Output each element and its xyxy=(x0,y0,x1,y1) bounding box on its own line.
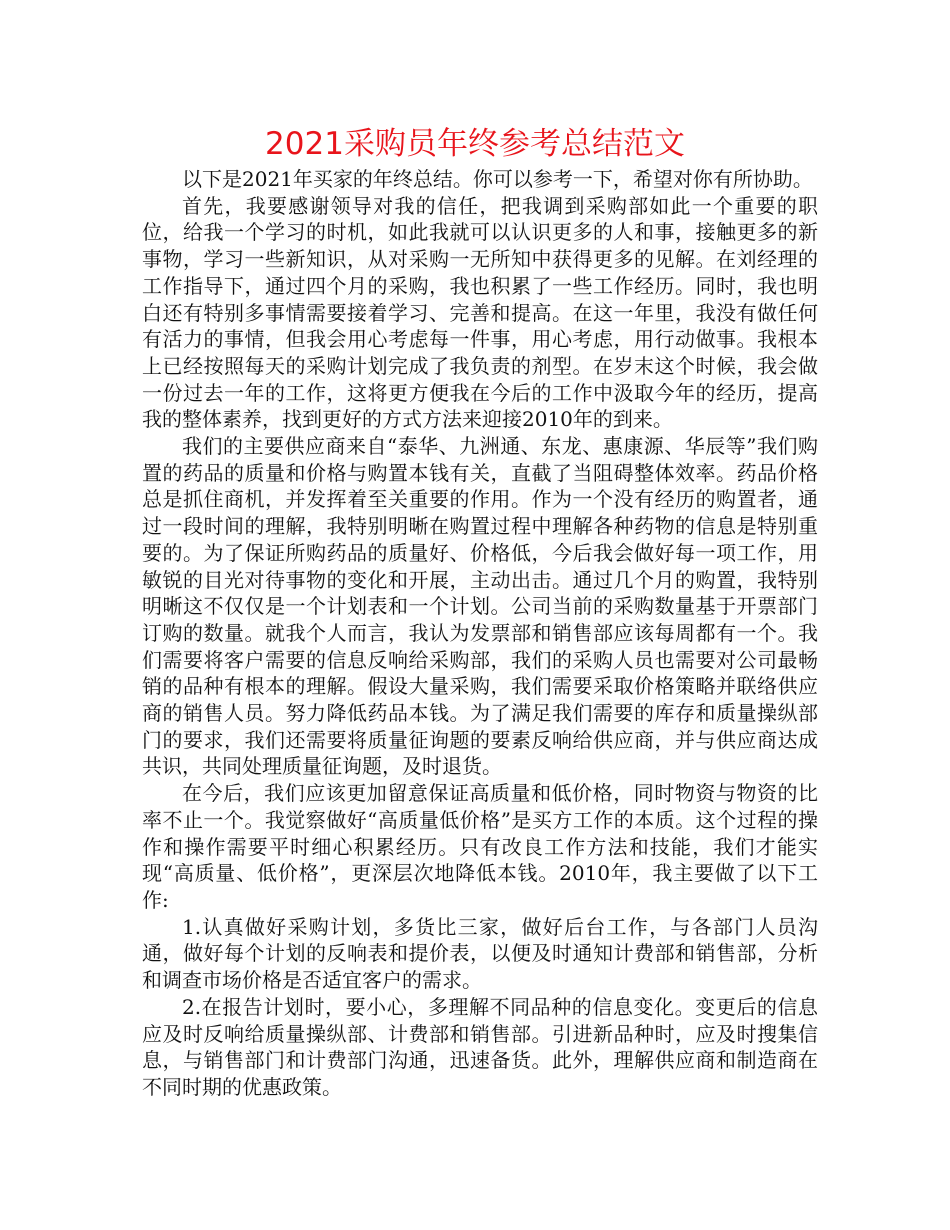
paragraph-intro: 以下是2021年买家的年终总结。你可以参考一下，希望对你有所协助。 xyxy=(182,167,813,191)
paragraph-suppliers: 我们的主要供应商来自“泰华、九洲通、东龙、惠康源、华辰等”我们购置的药品的质量和价格与购置本钱有关，直截了当阻碍整体效率。药品价格总是抓住商机，并发挥着至关重要的作用。作为一个没有经历的购置者，通过一段时间的理解，我特别明晰在购置过程中理解各种药物的信息是特别重要的。为了保证所购药品的质量好、价格低，今后我会做好每一项工作，用敏锐的目光对待事物的变化和开展，主动出击。通过几个月的购置，我特别明晰这不仅仅是一个计划表和一个计划。公司当前的采购数量基于开票部门订购的数量。就我个人而言，我认为发票部和销售部应该每周都有一个。我们需要将客户需要的信息反响给采购部，我们的采购人员也需要对公司最畅销的品种有根本的理解。假设大量采购，我们需要采取价格策略并联络供应商的销售人员。努力降低药品本钱。为了满足我们需要的库存和质量操纵部门的要求，我们还需要将质量征询题的要素反响给供应商，并与供应商达成共识，共同处理质量征询题，及时退货。 xyxy=(142,434,818,779)
paragraph-future: 在今后，我们应该更加留意保证高质量和低价格，同时物资与物资的比率不止一个。我觉察做好“高质量低价格”是买方工作的本质。这个过程的操作和操作需要平时细心积累经历。只有改良工作方法和技能，我们才能实现“高质量、低价格”，更深层次地降低本钱。2010年，我主要做了以下工作: xyxy=(142,781,818,912)
document-title: 2021采购员年终参考总结范文 xyxy=(265,126,685,162)
paragraph-thanks: 首先，我要感谢领导对我的信任，把我调到采购部如此一个重要的职位，给我一个学习的时机，如此我就可以认识更多的人和事，接触更多的新事物，学习一些新知识，从对采购一无所知中获得更多的见解。在刘经理的工作指导下，通过四个月的采购，我也积累了一些工作经历。同时，我也明白还有特别多事情需要接着学习、完善和提高。在这一年里，我没有做任何有活力的事情，但我会用心考虑每一件事，用心考虑，用行动做事。我根本上已经按照每天的采购计划完成了我负责的剂型。在岁末这个时候，我会做一份过去一年的工作，这将更方便我在今后的工作中汲取今年的经历，提高我的整体素养，找到更好的方式方法来迎接2010年的到来。 xyxy=(142,193,818,432)
document-body xyxy=(142,166,818,1101)
paragraph-item-1: 1.认真做好采购计划，多货比三家，做好后台工作，与各部门人员沟通，做好每个计划的反响表和提价表，以便及时通知计费部和销售部，分析和调查市场价格是否适宜客户的需求。 xyxy=(142,914,818,993)
paragraph-item-2: 2.在报告计划时，要小心，多理解不同品种的信息变化。变更后的信息应及时反响给质量操纵部、计费部和销售部。引进新品种时，应及时搜集信息，与销售部门和计费部门沟通，迅速备货。此外，理解供应商和制造商在不同时期的优惠政策。 xyxy=(142,994,818,1099)
